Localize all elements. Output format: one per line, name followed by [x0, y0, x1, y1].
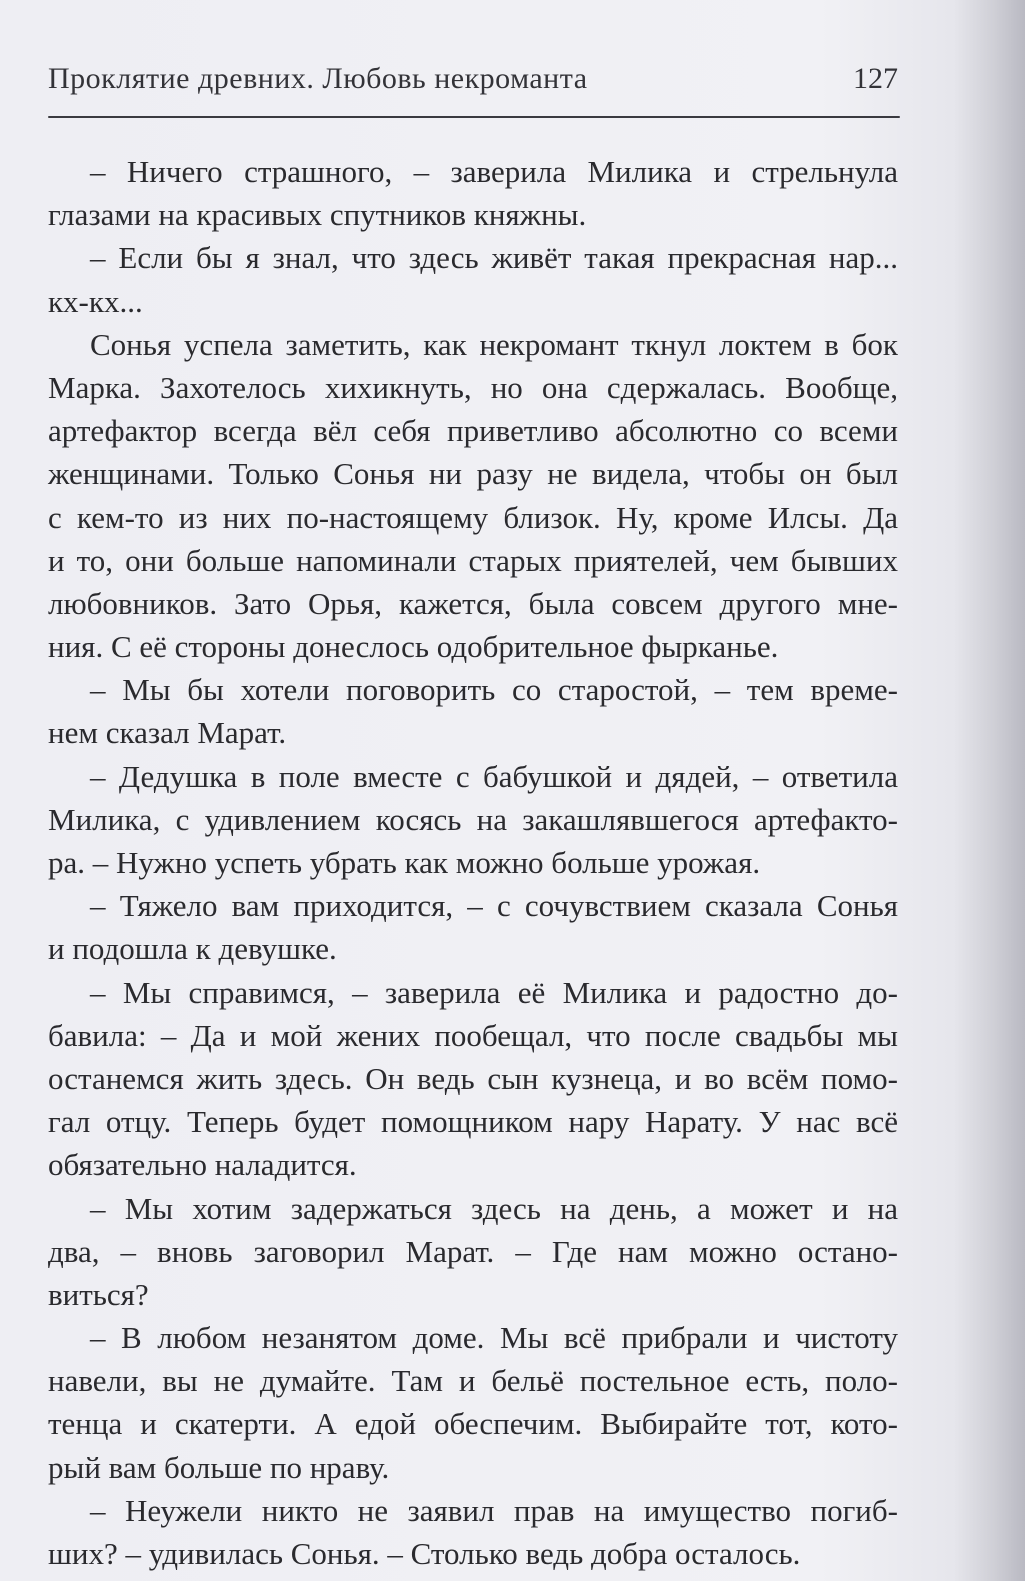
text-line: [48, 496, 898, 539]
text-line: [48, 798, 898, 841]
text-line: [48, 625, 898, 668]
text-line: [48, 539, 898, 582]
text-line-content: гал отцу. Теперь будет помощником нару Нарату. У нас всё: [48, 1104, 898, 1140]
text-line: [48, 884, 898, 927]
text-line-content: женщинами. Только Сонья ни разу не видела, чтобы он был: [48, 456, 898, 492]
text-line-content: – Дедушка в поле вместе с бабушкой и дядей, – ответила: [90, 758, 898, 794]
text-line: [48, 366, 898, 409]
text-line-content: два, – вновь заговорил Марат. – Где нам можно остано-: [48, 1233, 898, 1269]
text-line-content: – Мы справимся, – заверила её Милика и радостно до-: [90, 974, 898, 1010]
text-line-content: нем сказал Марат.: [48, 715, 287, 751]
text-line: [48, 409, 898, 452]
text-line-content: тенца и скатерти. А едой обеспечим. Выбирайте тот, кото-: [48, 1406, 898, 1442]
text-line-content: – Мы хотим задержаться здесь на день, а может и на: [90, 1190, 898, 1226]
text-line-content: с кем-то из них по-настоящему близок. Ну, кроме Илсы. Да: [48, 499, 898, 535]
text-line-content: ших? – удивилась Сонья. – Столько ведь добра осталось.: [48, 1536, 801, 1571]
text-line: [48, 150, 898, 193]
text-line-content: – Ничего страшного, – заверила Милика и стрельнула: [90, 154, 898, 189]
text-line-content: виться?: [48, 1276, 149, 1312]
text-line-content: артефактор всегда вёл себя приветливо абсолютно со всеми: [48, 413, 898, 449]
text-line: [48, 1489, 898, 1532]
text-line-content: рый вам больше по нраву.: [48, 1449, 390, 1485]
text-line-content: – В любом незанятом доме. Мы всё прибрали и чистоту: [90, 1320, 898, 1356]
text-line-content: Сонья успела заметить, как некромант ткнул локтем в бок: [90, 326, 898, 362]
header-rule: [48, 116, 900, 118]
text-line: [48, 971, 898, 1014]
text-line: [48, 323, 898, 366]
text-line: [48, 1100, 898, 1143]
text-line: [48, 1143, 898, 1186]
text-line-content: и то, они больше напоминали старых приятелей, чем бывших: [48, 542, 898, 578]
text-line-content: – Мы бы хотели поговорить со старостой, – тем време-: [90, 672, 898, 708]
text-line: [48, 280, 898, 323]
text-line-content: обязательно наладится.: [48, 1147, 357, 1183]
text-line: [48, 1316, 898, 1359]
text-line-content: кх-кх...: [48, 283, 143, 319]
text-line: [48, 1359, 898, 1402]
text-line-content: ния. С её стороны донеслось одобрительное фырканье.: [48, 629, 779, 665]
text-line: [48, 1446, 898, 1489]
text-line: [48, 582, 898, 625]
page-number: 127: [853, 62, 898, 95]
text-line: [48, 841, 898, 884]
text-line-content: бавила: – Да и мой жених пообещал, что после свадьбы мы: [48, 1017, 898, 1053]
text-line-content: – Тяжело вам приходится, – с сочувствием сказала Сонья: [90, 888, 898, 924]
text-line-content: Марка. Захотелось хихикнуть, но она сдержалась. Вообще,: [48, 369, 898, 405]
text-line-content: – Если бы я знал, что здесь живёт такая прекрасная нар...: [90, 240, 898, 276]
text-line: [48, 1057, 898, 1100]
text-line-content: навели, вы не думайте. Там и бельё постельное есть, поло-: [48, 1363, 898, 1399]
text-line-content: останемся жить здесь. Он ведь сын кузнеца, и во всём помо-: [48, 1060, 898, 1096]
text-line: [48, 668, 898, 711]
text-line-content: ра. – Нужно успеть убрать как можно больше урожая.: [48, 845, 761, 880]
text-line: [48, 1014, 898, 1057]
text-line: [48, 711, 898, 754]
text-line: [48, 1230, 898, 1273]
running-header: [48, 62, 898, 106]
text-line: [48, 193, 898, 236]
body-text: [48, 150, 898, 1575]
book-title: Проклятие древних. Любовь некроманта: [48, 62, 588, 95]
text-line: [48, 1187, 898, 1230]
text-line-content: глазами на красивых спутников княжны.: [48, 197, 587, 233]
text-line: [48, 1273, 898, 1316]
text-line: [48, 927, 898, 970]
text-line-content: – Неужели никто не заявил прав на имущество погиб-: [90, 1492, 898, 1528]
text-line: [48, 452, 898, 495]
text-line: [48, 1532, 898, 1575]
text-line-content: и подошла к девушке.: [48, 931, 337, 967]
text-line: [48, 236, 898, 279]
text-line: [48, 755, 898, 798]
text-line-content: Милика, с удивлением косясь на закашлявшегося артефакто-: [48, 801, 898, 837]
text-line: [48, 1402, 898, 1445]
text-line-content: любовников. Зато Орья, кажется, была совсем другого мне-: [48, 585, 898, 621]
